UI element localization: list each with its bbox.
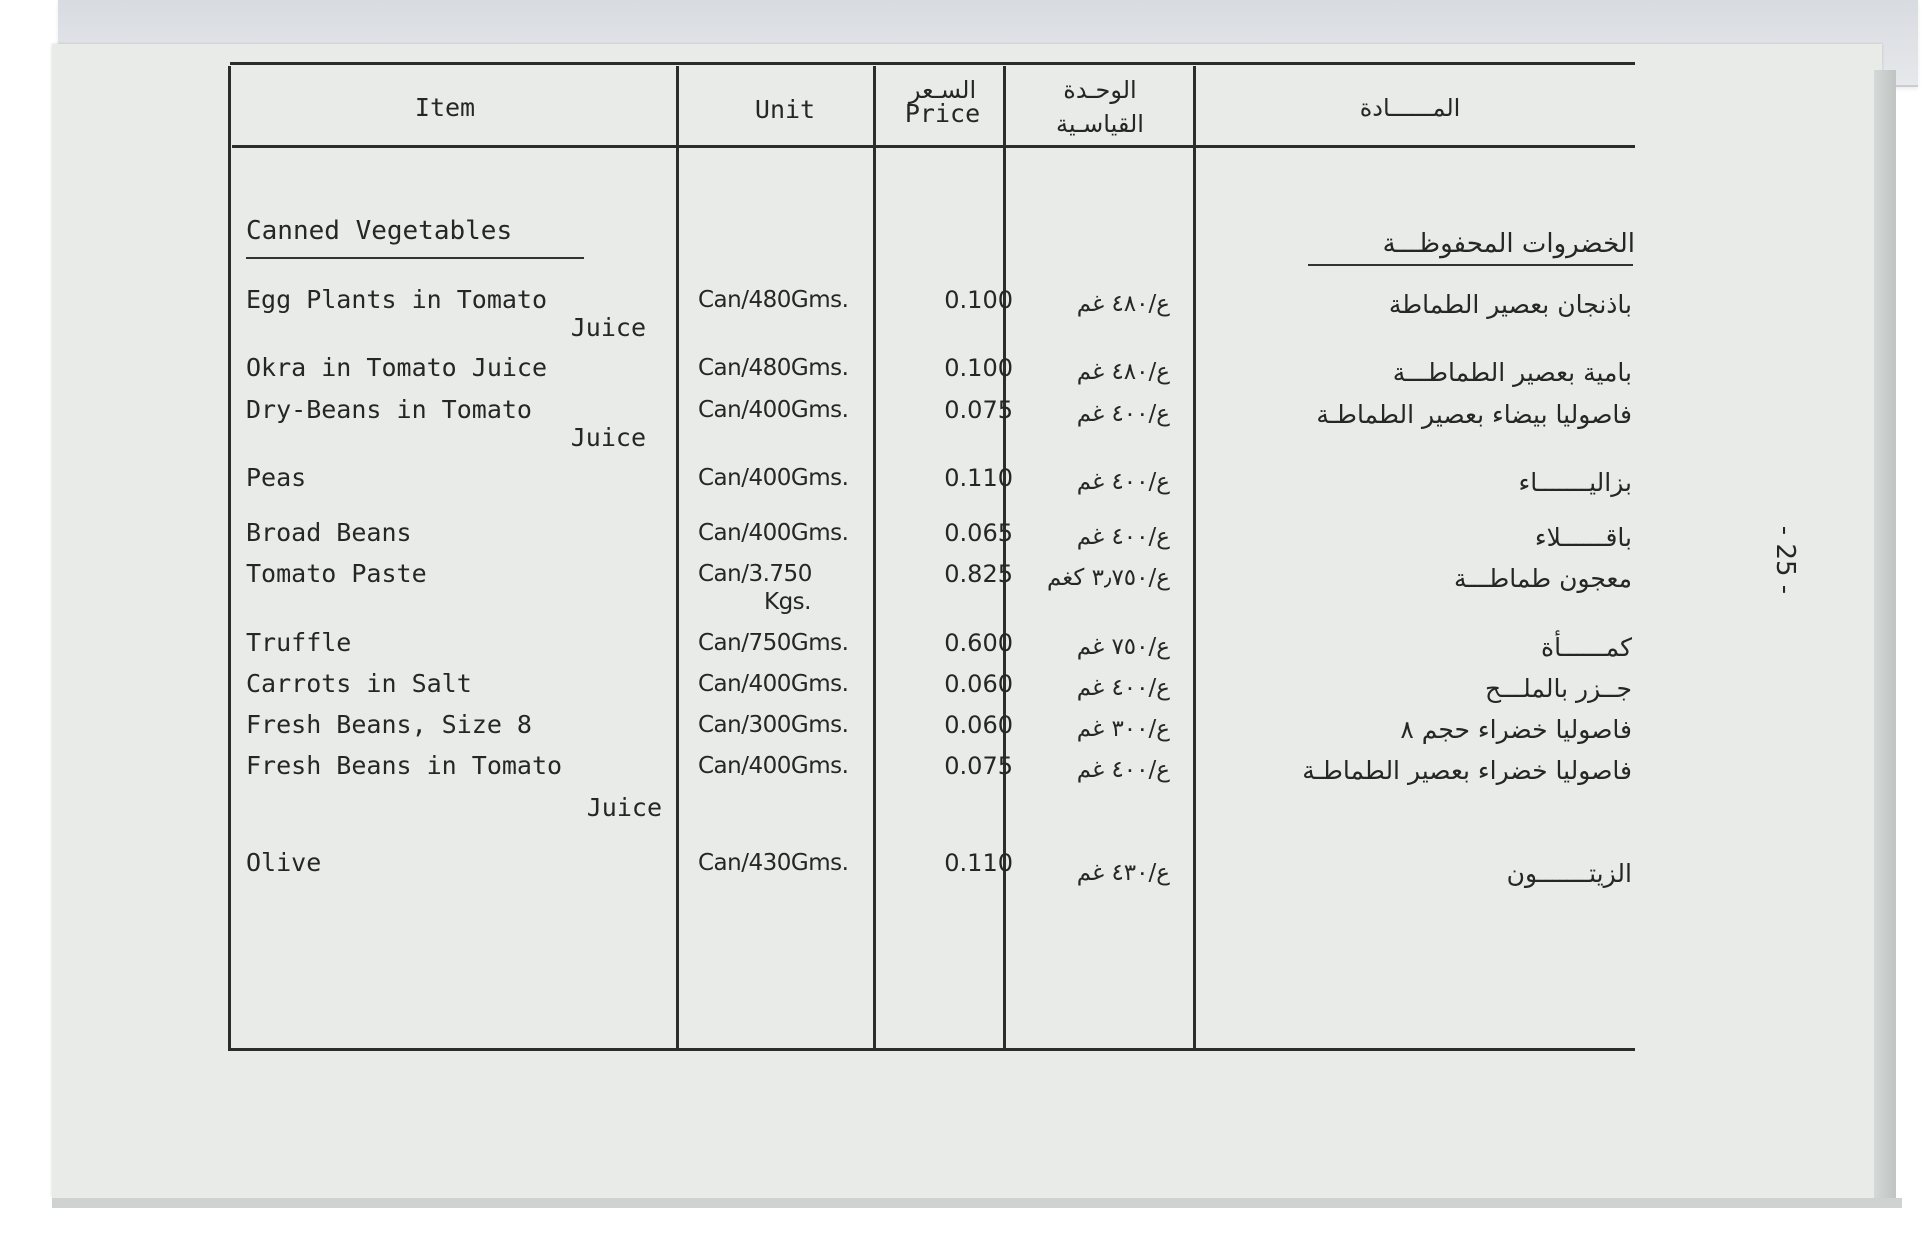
item-cell xyxy=(246,849,646,877)
unit-ar-cell: ع/٤٠٠ غم xyxy=(1076,675,1170,701)
item-cell xyxy=(246,560,646,588)
unit-cell xyxy=(698,464,878,492)
item-name: Dry-Beans in Tomato xyxy=(246,395,532,424)
unit-value: Can/430Gms. xyxy=(698,850,849,876)
unit-cell xyxy=(698,752,878,780)
unit-value: Can/400Gms. xyxy=(698,671,849,697)
name-ar-cell: جــزر بالملـــح xyxy=(1485,674,1632,703)
item-name: Okra in Tomato Juice xyxy=(246,353,548,382)
unit-cell xyxy=(698,670,878,698)
section-title-ar-underline xyxy=(1308,264,1633,266)
table-row xyxy=(0,354,1923,394)
header-unit-ar-line1: الوحـدة xyxy=(1063,76,1137,104)
unit-value: Can/3.750 xyxy=(698,561,812,587)
header-price-ar: السـعر xyxy=(908,76,977,104)
unit-cell xyxy=(698,354,878,382)
unit-ar-cell: ع/٤٠٠ غم xyxy=(1076,469,1170,495)
price-cell: 0.110 xyxy=(944,849,1013,877)
unit-ar-cell: ع/٤٨٠ غم xyxy=(1076,291,1170,317)
name-ar-cell: باقــــــلاء xyxy=(1534,523,1632,552)
unit-value: Can/400Gms. xyxy=(698,520,849,546)
page-number: - 25 - xyxy=(1770,525,1800,595)
unit-value: Can/480Gms. xyxy=(698,287,849,313)
table-row xyxy=(0,285,1923,342)
name-ar-cell: باذنجان بعصير الطماطة xyxy=(1388,290,1632,319)
price-cell: 0.065 xyxy=(944,519,1013,547)
price-cell: 0.600 xyxy=(944,629,1013,657)
price-cell: 0.825 xyxy=(944,560,1013,588)
price-cell: 0.110 xyxy=(944,464,1013,492)
unit-ar-cell: ع/٤٠٠ غم xyxy=(1076,524,1170,550)
table-row xyxy=(0,559,1923,615)
item-name: Peas xyxy=(246,463,307,492)
name-ar-cell: فاصوليا خضراء حجم ٨ xyxy=(1400,715,1632,744)
table-row xyxy=(0,849,1923,889)
header-unit: Unit xyxy=(754,95,816,124)
header-bottom-rule xyxy=(232,145,1635,148)
item-name: Broad Beans xyxy=(246,518,412,547)
header-material-ar: المــــــادة xyxy=(1359,94,1461,122)
price-cell: 0.075 xyxy=(944,752,1013,780)
price-cell: 0.060 xyxy=(944,670,1013,698)
name-ar-cell: فاصوليا بيضاء بعصير الطماطـة xyxy=(1316,400,1632,429)
item-name-continuation: Juice xyxy=(586,793,662,822)
item-name-continuation: Juice xyxy=(570,313,646,342)
table-row xyxy=(0,519,1923,559)
table-row xyxy=(0,629,1923,669)
unit-cell xyxy=(698,629,878,657)
table-row xyxy=(0,751,1923,822)
item-name-continuation: Juice xyxy=(570,423,646,452)
name-ar-cell: فاصوليا خضراء بعصير الطماطـة xyxy=(1302,756,1632,785)
unit-cell xyxy=(698,849,878,877)
unit-cell xyxy=(698,286,878,314)
unit-value: Can/400Gms. xyxy=(698,753,849,779)
item-cell xyxy=(246,670,646,698)
header-price: Price xyxy=(904,99,981,128)
table-row xyxy=(0,464,1923,504)
page-underside xyxy=(52,1198,1902,1208)
price-cell: 0.060 xyxy=(944,711,1013,739)
table-row xyxy=(0,670,1923,710)
item-name: Carrots in Salt xyxy=(246,669,472,698)
unit-ar-cell: ع/٤٣٠ غم xyxy=(1076,860,1170,886)
unit-ar-cell: ع/٤٠٠ غم xyxy=(1076,757,1170,783)
header-unit-ar-line2: القياسـية xyxy=(1056,110,1144,138)
item-cell xyxy=(246,286,646,342)
item-name: Truffle xyxy=(246,628,352,657)
unit-ar-cell: ع/٣٫٧٥٠ كغم xyxy=(1046,565,1170,591)
item-name: Tomato Paste xyxy=(246,559,427,588)
item-name: Fresh Beans, Size 8 xyxy=(246,710,532,739)
item-cell xyxy=(246,629,646,657)
table-row xyxy=(0,395,1923,452)
name-ar-cell: بامية بعصير الطماطـــة xyxy=(1392,358,1632,387)
table-row xyxy=(0,711,1923,751)
unit-ar-cell: ع/٤٠٠ غم xyxy=(1076,401,1170,427)
table-top-rule xyxy=(230,62,1635,65)
unit-value: Can/480Gms. xyxy=(698,355,849,381)
table-bottom-rule xyxy=(228,1048,1635,1051)
price-cell: 0.075 xyxy=(944,396,1013,424)
name-ar-cell: معجون طماطـــة xyxy=(1453,564,1632,593)
unit-value: Can/400Gms. xyxy=(698,397,849,423)
item-cell xyxy=(246,519,646,547)
unit-cell xyxy=(698,711,878,739)
section-title: Canned Vegetables xyxy=(246,216,513,246)
unit-value: Can/400Gms. xyxy=(698,465,849,491)
unit-ar-cell: ع/٣٠٠ غم xyxy=(1076,716,1170,742)
price-cell: 0.100 xyxy=(944,286,1013,314)
item-cell xyxy=(246,751,662,822)
price-cell: 0.100 xyxy=(944,354,1013,382)
unit-value: Can/750Gms. xyxy=(698,630,849,656)
unit-value: Can/300Gms. xyxy=(698,712,849,738)
item-cell xyxy=(246,464,646,492)
unit-cell xyxy=(698,560,878,616)
item-cell xyxy=(246,711,646,739)
item-name: Olive xyxy=(246,848,322,877)
name-ar-cell: الزيتـــــــون xyxy=(1506,859,1632,888)
item-cell xyxy=(246,396,646,452)
item-cell xyxy=(246,354,646,382)
header-item: Item xyxy=(414,93,476,122)
section-title-ar: الخضروات المحفوظـــة xyxy=(1382,229,1635,259)
unit-ar-cell: ع/٤٨٠ غم xyxy=(1076,359,1170,385)
item-name: Egg Plants in Tomato xyxy=(246,285,548,314)
item-name: Fresh Beans in Tomato xyxy=(246,751,563,780)
unit-ar-cell: ع/٧٥٠ غم xyxy=(1076,634,1170,660)
unit-cell xyxy=(698,519,878,547)
unit-continuation: Kgs. xyxy=(764,589,811,615)
name-ar-cell: كمــــــأة xyxy=(1540,633,1632,662)
section-title-underline xyxy=(246,257,584,259)
unit-cell xyxy=(698,396,878,424)
name-ar-cell: بزاليـــــــاء xyxy=(1518,468,1632,497)
